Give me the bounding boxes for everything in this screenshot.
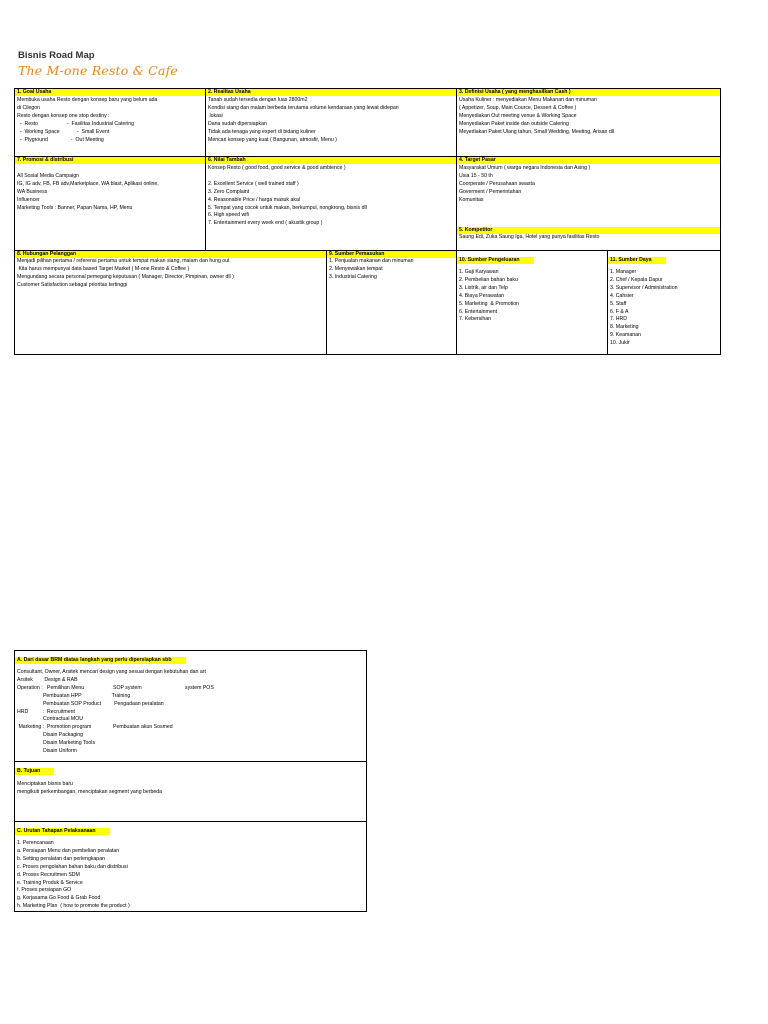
pengeluaran-lines	[457, 269, 607, 324]
section-b-heading: B. Tujuan	[15, 768, 54, 775]
text-line: 3. Supervisor / Administration	[610, 284, 678, 291]
target-lines	[457, 165, 720, 205]
text-line: Kita harus mempunyai data based Target Market ( M-one Resto & Coffee )	[17, 265, 190, 272]
section-b-cell	[15, 762, 367, 822]
text-line: 1. Gaji Karyawan	[459, 269, 499, 275]
text-line: 1. Penjualan makanan dan minuman	[329, 258, 414, 264]
section-a-lines	[15, 669, 366, 756]
text-line: b. Setting peralatan dan perlengkapan	[17, 855, 105, 862]
text-line: 1. Manager	[610, 269, 637, 275]
text-line: Resto dengan konsep one stop destiny :	[17, 112, 110, 119]
goal-cell	[15, 89, 206, 157]
text-line: 6. Entertainment	[459, 308, 498, 315]
text-line: Menyediakan Paket inside dan outside Catering	[459, 120, 569, 127]
text-line: e. Training Produk & Service	[17, 879, 83, 886]
text-line: Goverment / Pemerintahan	[459, 188, 522, 195]
target-cell	[457, 157, 721, 251]
text-line: Disain Uniform	[17, 748, 77, 755]
text-line: Coorperate / Perusahaan swasta	[459, 180, 535, 187]
text-line: Kondisi siang dan malam berbeda terutama volume kendaraan yang lewat didepan	[208, 104, 399, 111]
text-line: 8. Marketing	[610, 324, 639, 331]
text-line: Marketing Tools : Banner, Papan Nama, HP, Menu	[17, 204, 133, 211]
hubungan-heading: 8. Hubungan Pelanggan	[15, 251, 326, 258]
text-line: - Plyground - Out Meeting	[17, 136, 104, 143]
text-line: Menjadi pilihan pertama / referensi pertama untuk tempat makan siang, malam dan hung out	[17, 258, 230, 264]
text-line: - Resto - Fasilitas Industrial Catering	[17, 120, 135, 127]
promosi-cell	[15, 157, 206, 251]
text-line: 4. Cahsier	[610, 292, 634, 299]
pengeluaran-cell	[457, 251, 608, 355]
text-line: Usia 15 - 50 th	[459, 172, 493, 179]
text-line: 3. Listrik, air dan Telp	[459, 284, 508, 291]
text-line: All Sosial Media Campaign	[17, 172, 79, 179]
nilai-lines	[206, 165, 456, 228]
document-subtitle: The M-one Resto & Cafe	[18, 63, 179, 78]
text-line: Tidak ada tenaga yang expert di bidang kuliner	[208, 128, 316, 135]
text-line: Meyediakan Paket Ulang tahun, Small Wedding, Meeting, Arisan dll	[459, 128, 615, 135]
text-line: Influencer	[17, 196, 40, 203]
text-line: 3. Zero Complaint	[208, 188, 250, 195]
text-line: Membuka usaha Resto dengan konsep baru yang belum ada	[17, 97, 158, 103]
text-line: Contractual MOU	[17, 716, 84, 723]
text-line: 5. Tempat yang cocok untuk makan, berkumpul, nongkrong, bisnis dll	[208, 204, 367, 211]
text-line: 7. HRD	[610, 316, 628, 323]
pemasukan-cell	[327, 251, 457, 355]
hubungan-lines	[15, 258, 326, 290]
target-heading: 4. Target Pasar	[457, 157, 720, 164]
section-c-lines	[15, 840, 366, 911]
text-line: 2. Menyewakan tempat	[329, 265, 383, 272]
definisi-cell	[457, 89, 721, 157]
text-line: Pembuatan HPP Training	[17, 692, 131, 699]
text-line: f. Proses persiapan GO	[17, 887, 72, 894]
text-line: - Working Space - Small Event	[17, 128, 110, 135]
text-line: c. Proses pengolahan bahan baku dan distribusi	[17, 863, 128, 870]
kompetitor-lines	[457, 234, 720, 242]
text-line: 4. Reasonable Price / harga masuk akal	[208, 196, 300, 203]
text-line: Operation : Pemilihan Menu SOP system system POS	[17, 684, 214, 691]
section-b-lines	[15, 781, 366, 797]
text-line: 1. Perencanaan	[17, 840, 54, 846]
text-line: 3. Industrial Catering	[329, 273, 377, 280]
text-line: Marketing : Promotion program Pembuatan akun Sosmed	[17, 724, 173, 731]
definisi-heading: 3. Definisi Usaha ( yang menghasilkan Cash )	[457, 89, 720, 96]
text-line: Usaha Kuliner : menyediakan Menu Makanan dan minuman	[459, 97, 597, 103]
pengeluaran-heading: 10. Sumber Pengeluaran	[457, 257, 534, 264]
text-line: 2. Pembelian bahan baku	[459, 276, 518, 283]
text-line: Konsep Resto ( good food, good service & good ambience )	[208, 165, 346, 171]
text-line: Masyarakat Umum ( warga negara Indonesia dan Asing )	[459, 165, 591, 171]
text-line: IG, IG adv, FB, FB adv,Marketplace, WA blast, Aplikasi online,	[17, 180, 159, 187]
section-c-heading: C. Urutan Tahapan Pelaksanaan	[15, 828, 110, 835]
realitas-lines	[206, 97, 456, 144]
text-line: Mencari konsep yang kuat ( Bangunan, atmosfir, Menu )	[208, 136, 337, 143]
goal-heading: 1. Goal Usaha	[15, 89, 205, 96]
text-line: 10. Jukir	[610, 340, 630, 347]
goal-lines	[15, 97, 205, 144]
text-line: h. Marketing Plan ( how to promote the product )	[17, 903, 130, 910]
text-line: 4. Biaya Perawatan	[459, 292, 504, 299]
text-line: WA Business	[17, 188, 48, 195]
realitas-heading: 2. Realitas Usaha	[206, 89, 456, 96]
text-line: Pembuatan SOP Product Pengadaan peralatan	[17, 700, 164, 707]
text-line: mengikuti perkembangan, menciptakan segment yang berbeda	[17, 788, 163, 795]
text-line: Komunitas	[459, 196, 484, 203]
text-line: Menyediakan Out meeting venue & Working Space	[459, 112, 577, 119]
text-line: 7. Kebersihan	[459, 316, 492, 323]
text-line: 6. F & A	[610, 308, 629, 315]
text-line: Disain Packaging	[17, 732, 84, 739]
pemasukan-lines	[327, 258, 456, 282]
text-line: Menciptakan bisnis baru	[17, 781, 73, 787]
text-line: a. Persiapan Menu dan pembelian peralatan	[17, 847, 120, 854]
text-line: lokasi	[208, 112, 223, 119]
text-line: 5. Marketing & Promotion	[459, 300, 519, 307]
text-line: Dana sudah dipersiapkan	[208, 120, 267, 127]
section-a-heading: A. Dari dasar BRM diatas langkah yang perlu dipersiapkan sbb	[15, 657, 186, 664]
roadmap-grid	[14, 88, 721, 355]
text-line: HRD : Recruitment	[17, 708, 75, 715]
action-plan	[14, 650, 367, 912]
text-line	[15, 165, 205, 173]
section-c-cell	[15, 822, 367, 912]
kompetitor-heading: 5. Kompetitor	[457, 227, 720, 234]
promosi-lines	[15, 165, 205, 212]
promosi-heading: 7. Promosi & distribusi	[15, 157, 205, 164]
daya-heading: 11. Sumber Daya	[608, 257, 666, 264]
text-line: 2. Excellent Service ( well trained staff )	[208, 180, 299, 187]
text-line: Tanah sudah tersedia dengan luas 2800m2	[208, 97, 308, 103]
text-line: 6. High speed wifi	[208, 212, 249, 219]
nilai-cell	[206, 157, 457, 251]
daya-cell	[608, 251, 721, 355]
text-line: ( Appetizer, Soup, Main Cource, Dessert & Coffee )	[459, 104, 577, 111]
text-line: di Cilegon	[17, 104, 41, 111]
daya-lines	[608, 269, 720, 348]
text-line: 7. Entertainment every week end ( akustik group )	[208, 220, 323, 227]
text-line: Disain Marketing Tools	[17, 740, 96, 747]
text-line: 2. Chef / Kepala Dapur	[610, 276, 663, 283]
text-line: 9. Keamanan	[610, 332, 641, 339]
text-line	[206, 173, 456, 181]
nilai-heading: 6. Nilai Tambah	[206, 157, 456, 164]
text-line: Customer Satisfaction sebagai prioritas tertinggi	[17, 281, 128, 288]
text-line: Arsitek Design & RAB	[17, 676, 78, 683]
text-line: Saung Edi, Zuka Saung Iga, Hotel yang punya fasilitas Resto	[459, 234, 600, 240]
pemasukan-heading: 9. Sumber Pemasukan	[327, 251, 456, 258]
realitas-cell	[206, 89, 457, 157]
document-title: Bisnis Road Map	[18, 50, 95, 61]
text-line: d. Proses Recruitmen SDM	[17, 871, 80, 878]
text-line: 5. Staff	[610, 300, 627, 307]
text-line: Mengundang secara personal pemegang keputusan ( Manager, Director, Pimpinan, owner dll )	[17, 273, 234, 280]
section-a-cell	[15, 651, 367, 762]
text-line: g. Kerjasama Go Food & Grab Food	[17, 895, 101, 902]
text-line: Consultant, Owner, Arsitek mencari design yang sesuai dengan kebutuhan dan art	[17, 669, 206, 675]
definisi-lines	[457, 97, 720, 137]
hubungan-cell	[15, 251, 327, 355]
